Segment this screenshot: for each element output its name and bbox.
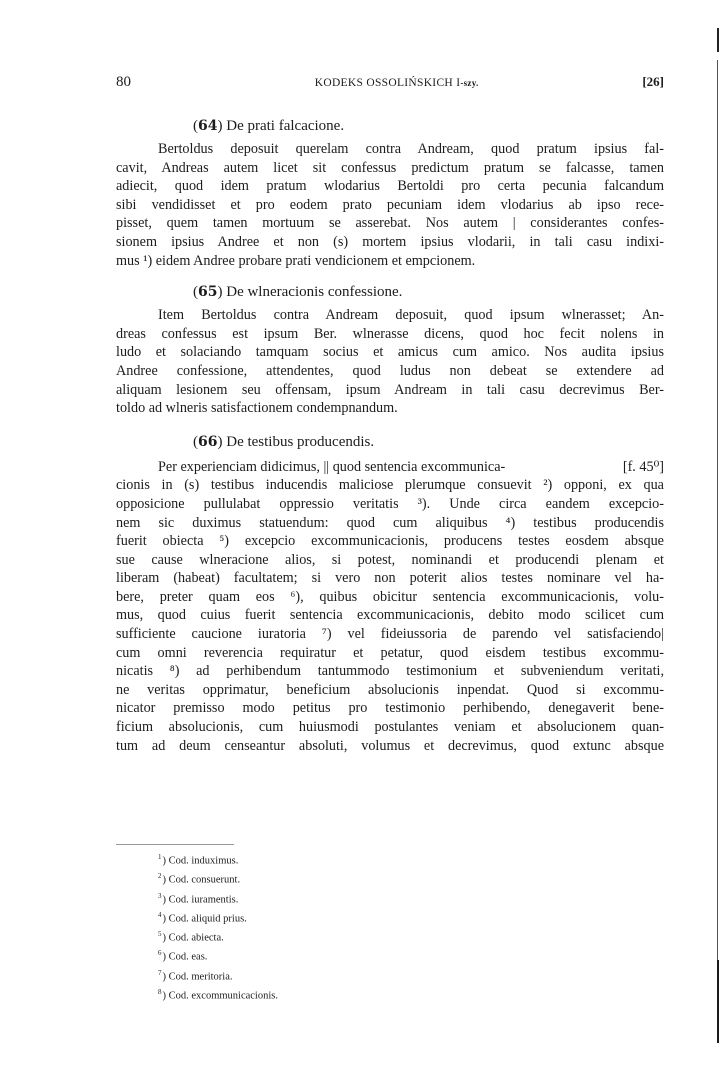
text-line: cavit, Andreas autem licet sit confessus predictum pratum se falcasse, tamen [116, 159, 664, 176]
section-number: 66 [198, 433, 218, 450]
section-title: De testibus producendis. [226, 433, 375, 450]
text-line: nicatis ⁸) ad perhibendum tantummodo testimonium et subveniendum veritati, [116, 663, 664, 680]
text-line: nicator premisso modo petitus pro testimonio perhibendo, denegaverit bene- [116, 700, 664, 717]
footnote-number: 3 [158, 891, 162, 900]
footnote: $^2$) Cod. consuerunt. [158, 872, 241, 886]
page-body [116, 74, 664, 755]
footnote-number: 8 [158, 988, 162, 997]
section-heading-65: (65) De wlneracionis confessione. [193, 284, 403, 301]
footnote-number: 5 [158, 930, 162, 939]
text-line: toldo ad wlneris satisfactionem condempnandum. [116, 400, 398, 417]
text-line: opposicione pullulabat oppressio veritatis ³). Unde circa eandem excepcio- [116, 495, 664, 512]
text-line: sibi vendidisset et pro eodem prato pecuniam idem vlodarius ab ipso rece- [116, 196, 664, 213]
text-line: ficium absolucionis, cum huiusmodi postulantes veniam et absolucionem quan- [116, 719, 664, 736]
text-line: fuerit obiecta ⁵) excepcio excommunicacionis, producens testes eosdem absque [116, 533, 664, 550]
footnote-text: Cod. abiecta. [168, 932, 224, 944]
text-line: cionis in (s) testibus inducendis maliciose plerumque consuevit ²) opponi, ex qua [116, 477, 664, 494]
page-number: 80 [116, 74, 131, 90]
page-edge-rule [717, 28, 719, 52]
footnote-number: 6 [158, 949, 162, 958]
section-paragraph-64 [116, 140, 664, 270]
text-line [116, 458, 664, 477]
page-edge-rule [717, 60, 718, 968]
text-line: ludo et solaciando tamquam socius et amicus cum amico. Nos audita ipsius [116, 344, 664, 361]
footnote-text: Cod. iuramentis. [168, 894, 239, 906]
text-line-content: Per experienciam didicimus, || quod sentencia excommunica- [158, 458, 506, 475]
text-line: Item Bertoldus contra Andream deposuit, quod ipsum wlnerasset; An- [158, 307, 664, 324]
folio-margin-note: [f. 45⁰] [622, 458, 664, 475]
running-title-text: KODEKS OSSOLIŃSKICH I [314, 77, 461, 89]
text-line: dreas confessus est ipsum Ber. wlnerasse dicens, quod hoc fecit nolens in [116, 325, 664, 342]
text-line: pisset, quem tamen mortuum se asserebat. Nos autem | considerantes confes- [116, 215, 664, 232]
footnote-text: Cod. eas. [168, 951, 208, 963]
footnote-text: Cod. aliquid prius. [168, 913, 247, 925]
text-line: sionem ipsius Andree et non (s) mortem ipsius vlodarii, in tali casu indixi- [116, 233, 664, 250]
running-title [315, 77, 479, 89]
footnote-text: Cod. consuerunt. [168, 874, 241, 886]
section-paragraph-65 [116, 306, 664, 418]
text-line: liberam (habeat) facultatem; si vero non poterit alios testes nominare vel ha- [116, 570, 664, 587]
running-title-suffix: -szy. [460, 78, 479, 88]
page-edge-rule [717, 960, 719, 1043]
footnote: $^5$) Cod. abiecta. [158, 930, 224, 944]
section-paragraph-66 [116, 458, 664, 756]
text-line: ne veritas opprimatur, beneficium absolucionis inpendat. Quod si excommu- [116, 681, 664, 698]
footnote: $^4$) Cod. aliquid prius. [158, 910, 247, 925]
text-line: tum ad deum censeantur absoluti, volumus et decrevimus, quod extunc absque [116, 737, 664, 754]
footnote-text: Cod. excommunicacionis. [168, 990, 278, 1002]
footnote-rule [116, 844, 234, 845]
text-line: mus, quod cuius fuerit sentencia excommunicacionis, debito modo scilicet cum [116, 607, 664, 624]
footnote: $^8$) Cod. excommunicacionis. [158, 988, 278, 1002]
footnote: $^3$) Cod. iuramentis. [158, 891, 239, 906]
section-number: 64 [198, 118, 218, 134]
text-line: Bertoldus deposuit querelam contra Andream, quod pratum ipsius fal- [158, 141, 664, 157]
section-title: De wlneracionis confessione. [226, 284, 403, 301]
text-line: aliquam lesionem seu offensam, ipsum Andream in tali casu decrevimus Ber- [116, 381, 664, 398]
footnote-number: 1 [158, 853, 162, 861]
text-line: sufficiente caucione iuratoria ⁷) vel fideiussoria de parendo vel satisfaciendo| [116, 626, 664, 643]
text-line: Andree confessione, attendentes, quod ludus non debeat se extendere ad [116, 362, 664, 379]
section-bracket: [26] [642, 74, 664, 89]
footnote: $^7$) Cod. meritoria. [158, 968, 233, 983]
text-line: mus ¹) eidem Andree probare prati vendicionem et empcionem. [116, 252, 476, 269]
footnote-text: Cod. induximus. [168, 855, 239, 867]
text-line: cum omni reverencia requiratur et petatur, quod eisdem testibus excommu- [116, 644, 664, 661]
section-title: De prati falcacione. [226, 118, 345, 134]
section-heading-66: (66) De testibus producendis. [193, 433, 375, 450]
text-line: sue cause wlneracione alios, si potest, nominandi et producendi plenam et [116, 551, 664, 568]
footnote-number: 2 [158, 872, 162, 881]
footnote-text: Cod. meritoria. [168, 971, 233, 983]
text-line: bere, preter quam eos ⁶), quibus obicitur sentencia excommunicacionis, volu- [116, 588, 664, 605]
text-line: adiecit, quod idem pratum wlodarius Bertoldi pro certa pecunia falcandum [116, 178, 664, 195]
footnote-number: 4 [158, 910, 162, 919]
text-line: nem sic duximus statuendum: quod cum aliquibus ⁴) testibus producendis [116, 514, 664, 531]
footnote: $^6$) Cod. eas. [158, 949, 208, 963]
section-heading-64: (64) De prati falcacione. [193, 118, 345, 134]
footnote-number: 7 [158, 968, 162, 977]
footnotes [158, 850, 278, 1004]
section-number: 65 [198, 284, 218, 301]
footnote: $^1$) Cod. induximus. [158, 853, 239, 867]
running-head [116, 74, 664, 96]
